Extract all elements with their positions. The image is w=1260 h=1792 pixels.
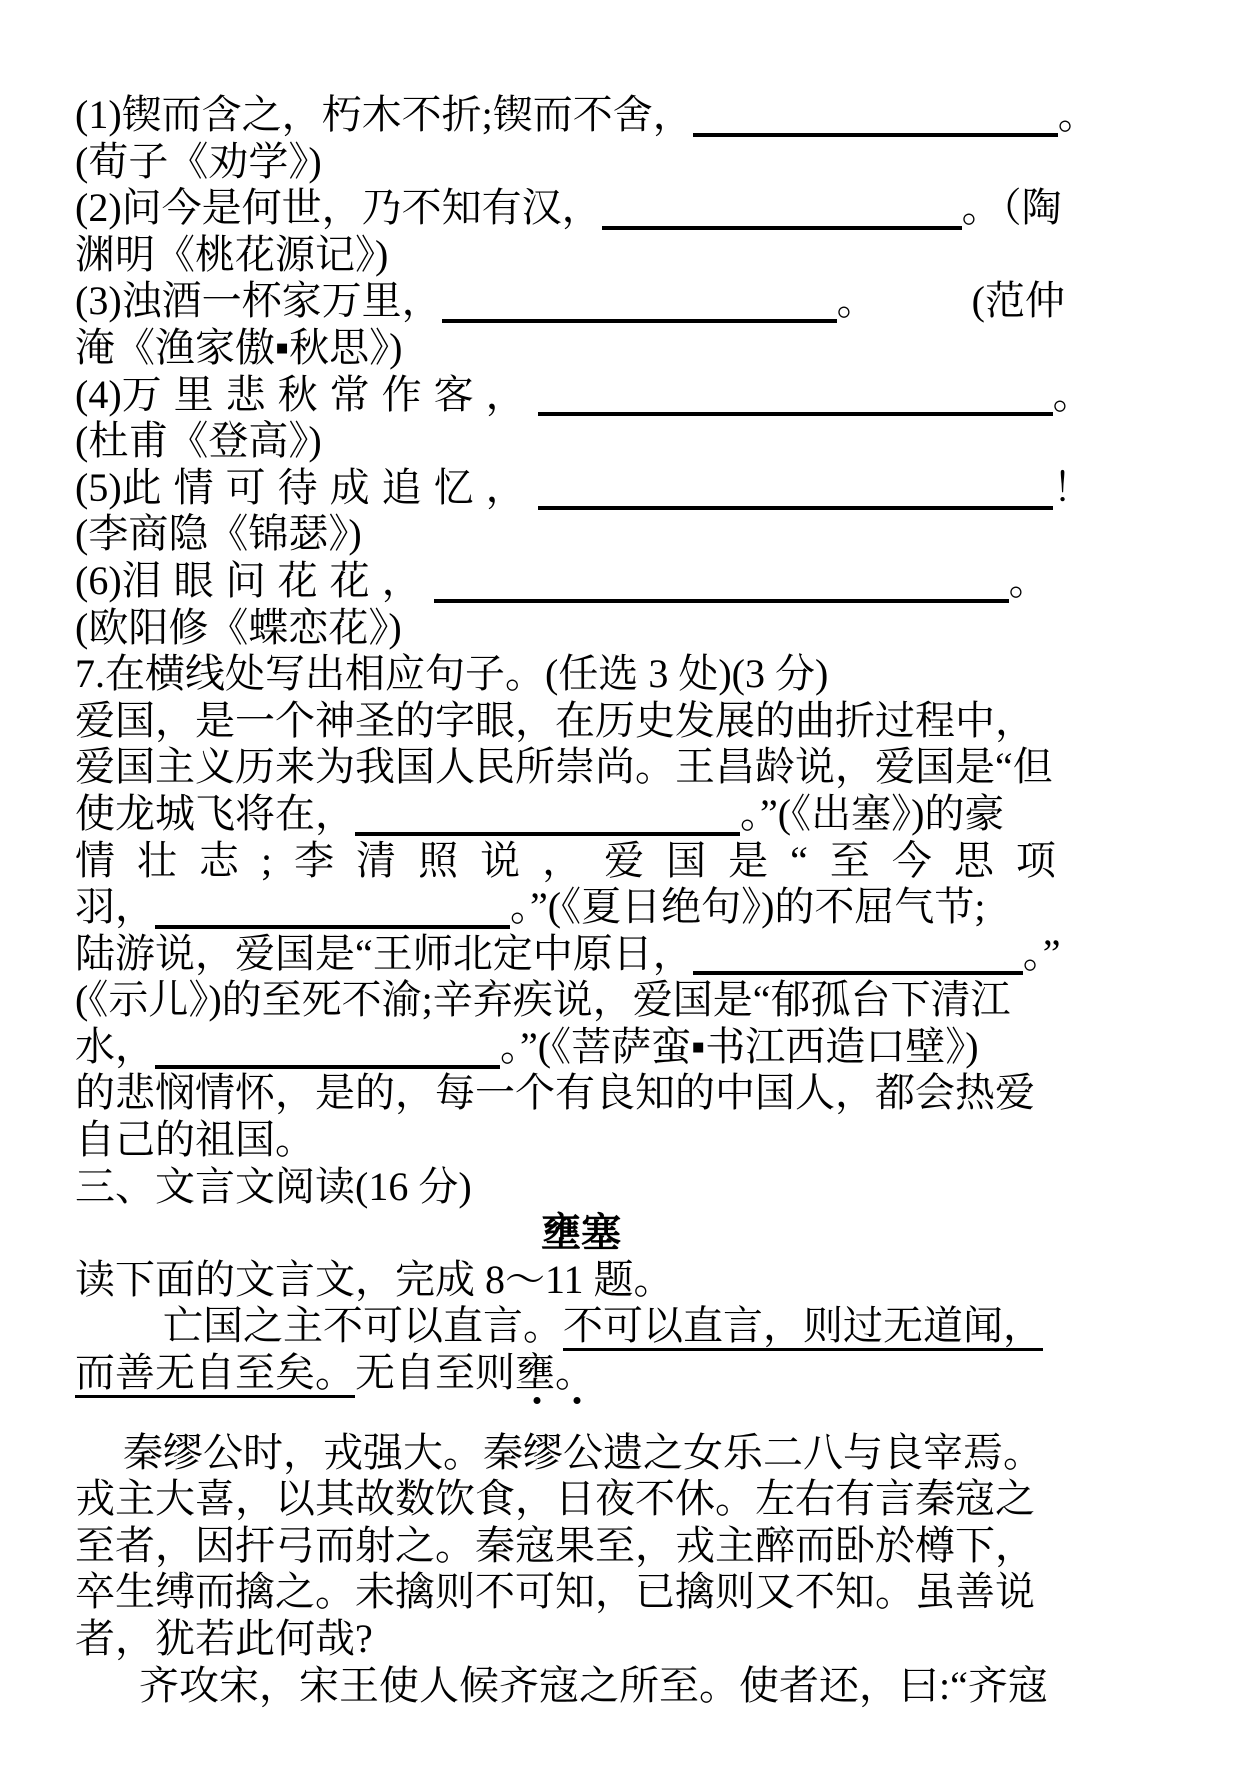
source-attribution-3 bbox=[75, 325, 1120, 372]
emphasis-dot-char: 。 bbox=[555, 1350, 595, 1396]
text-run: 齐攻宋，宋王使人候齐寇之所至。使者还，曰:“齐寇 bbox=[139, 1662, 1048, 1708]
text-run: 亡国之主不可以直言。 bbox=[163, 1303, 563, 1349]
text-run: (李商隐《锦瑟》) bbox=[75, 511, 362, 557]
text-run: 自己的祖国。 bbox=[75, 1117, 315, 1163]
passage-title bbox=[75, 1210, 1087, 1257]
text-run: 爱国，是一个神圣的字眼，在历史发展的曲折过程中， bbox=[75, 697, 1035, 743]
question-7-text-line bbox=[75, 1024, 1120, 1071]
question-7-text-line bbox=[75, 1070, 1120, 1117]
passage-instruction bbox=[75, 1257, 1120, 1304]
text-run: (4) bbox=[75, 371, 122, 417]
passage-line bbox=[75, 1303, 1120, 1350]
text-run: 至者，因扞弓而射之。秦寇果至，戎主醉而卧於樽下， bbox=[75, 1522, 1035, 1568]
text-run: (5) bbox=[75, 464, 122, 510]
text-run: 。（陶 bbox=[961, 185, 1062, 231]
text-run: 水， bbox=[75, 1023, 155, 1069]
question-7-text-line bbox=[75, 744, 1120, 791]
question-7-text-line bbox=[75, 838, 1120, 885]
text-run: 读下面的文言文，完成 8～11 题。 bbox=[75, 1256, 674, 1302]
answer-blank bbox=[355, 792, 740, 836]
source-attribution-4 bbox=[75, 418, 1120, 465]
text-run: 。”(《菩萨蛮▪书江西造口壁》) bbox=[500, 1023, 979, 1069]
question-7-text-line bbox=[75, 791, 1120, 838]
section-3-heading bbox=[75, 1164, 1120, 1211]
text-run: 渊明《桃花源记》) bbox=[75, 231, 389, 277]
horizontal-gap bbox=[877, 313, 972, 314]
text-run: 。”(《夏日绝句》)的不屈气节; bbox=[510, 884, 986, 930]
source-attribution-6 bbox=[75, 605, 1120, 652]
passage-line bbox=[75, 1616, 1120, 1663]
text-run: (欧阳修《蝶恋花》) bbox=[75, 604, 402, 650]
underlined-sentence: 不可以直言，则过无道闻， bbox=[563, 1303, 1043, 1349]
text-run: 。 bbox=[1052, 371, 1093, 417]
text-run: 卒生缚而擒之。未擒则不可知，已擒则又不知。虽善说 bbox=[75, 1569, 1035, 1615]
text-run: 7.在横线处写出相应句子。(任选 3 处)(3 分) bbox=[75, 651, 829, 697]
horizontal-gap bbox=[75, 1698, 139, 1699]
source-attribution-2 bbox=[75, 232, 1120, 279]
question-7-text-line bbox=[75, 884, 1120, 931]
horizontal-gap bbox=[75, 1465, 123, 1466]
fill-blank-question-1 bbox=[75, 92, 1120, 139]
text-run: 秦缪公时，戎强大。秦缪公遗之女乐二八与良宰焉。 bbox=[123, 1429, 1043, 1475]
answer-blank bbox=[693, 93, 1058, 137]
text-run: 。 bbox=[1057, 92, 1098, 137]
passage-line bbox=[75, 1523, 1120, 1570]
text-run: 。 bbox=[836, 278, 877, 324]
text-run: 陆游说，爱国是“王师北定中原日， bbox=[75, 930, 693, 976]
text-run: 情壮志;李清照说，爱国是“至今思项 bbox=[75, 837, 1078, 883]
question-7-text-line bbox=[75, 977, 1120, 1024]
text-run: (范仲 bbox=[971, 278, 1065, 324]
text-run: 者，犹若此何哉? bbox=[75, 1616, 373, 1661]
passage-line bbox=[75, 1663, 1120, 1710]
passage-line bbox=[75, 1569, 1120, 1616]
fill-blank-question-2 bbox=[75, 185, 1120, 232]
fill-blank-question-4 bbox=[75, 372, 1120, 419]
answer-blank bbox=[442, 279, 837, 323]
question-7-text-line bbox=[75, 1117, 1120, 1164]
text-run: 无自至则 bbox=[355, 1350, 515, 1396]
source-attribution-1 bbox=[75, 139, 1120, 186]
fill-blank-question-3 bbox=[75, 278, 1120, 325]
text-run: 三、文言文阅读(16 分) bbox=[75, 1163, 472, 1209]
text-run: 。 bbox=[1008, 557, 1049, 603]
passage-line bbox=[75, 1350, 1120, 1397]
question-7-stem bbox=[75, 651, 1120, 698]
text-run: (《示儿》)的至死不渝;辛弃疾说，爱国是“郁孤台下清江 bbox=[75, 977, 1011, 1023]
text-run: 万里悲秋常作客， bbox=[121, 371, 538, 417]
text-run: (荀子《劝学》) bbox=[75, 138, 322, 184]
emphasis-dot-text bbox=[515, 1350, 595, 1395]
text-run: (3)浊酒一杯家万里， bbox=[75, 278, 442, 324]
text-run: 。”(《出塞》)的豪 bbox=[740, 790, 1005, 836]
fill-blank-question-6 bbox=[75, 558, 1120, 605]
underlined-sentence: 而善无自至矣。 bbox=[75, 1350, 355, 1396]
fill-blank-question-5 bbox=[75, 465, 1120, 512]
passage-line bbox=[75, 1476, 1120, 1523]
answer-blank bbox=[538, 372, 1053, 416]
question-7-text-line bbox=[75, 931, 1120, 978]
text-run: (1)锲而含之，朽木不折;锲而不舍， bbox=[75, 92, 693, 137]
text-run: 爱国主义历来为我国人民所崇尚。王昌龄说，爱国是“但 bbox=[75, 744, 1053, 790]
answer-blank bbox=[538, 466, 1053, 510]
text-run: (2)问今是何世，乃不知有汉， bbox=[75, 185, 602, 231]
text-run: ！ bbox=[1052, 464, 1093, 510]
text-run: (6) bbox=[75, 557, 122, 603]
question-7-text-line bbox=[75, 698, 1120, 745]
text-run: 壅塞 bbox=[541, 1210, 621, 1256]
text-run: 的悲悯情怀，是的，每一个有良知的中国人，都会热爱 bbox=[75, 1070, 1035, 1116]
answer-blank bbox=[155, 885, 510, 929]
horizontal-gap bbox=[75, 1338, 163, 1339]
text-run: 此情可待成追忆， bbox=[121, 464, 538, 510]
text-run: 泪眼问花花， bbox=[121, 557, 434, 603]
answer-blank bbox=[155, 1025, 500, 1069]
source-attribution-5 bbox=[75, 511, 1120, 558]
text-run: 淹《渔家傲▪秋思》) bbox=[75, 324, 403, 370]
text-run: (杜甫《登高》) bbox=[75, 418, 322, 464]
text-run: 戎主大喜，以其故数饮食，日夜不休。左右有言秦寇之 bbox=[75, 1476, 1035, 1522]
answer-blank bbox=[602, 186, 962, 230]
text-run: 使龙城飞将在， bbox=[75, 790, 355, 836]
text-run: 。” bbox=[1022, 930, 1061, 976]
answer-blank bbox=[434, 559, 1009, 603]
emphasis-dot-char: 壅 bbox=[515, 1350, 555, 1396]
passage-line bbox=[75, 1430, 1120, 1477]
answer-blank bbox=[693, 931, 1023, 975]
text-run: 羽， bbox=[75, 884, 155, 930]
